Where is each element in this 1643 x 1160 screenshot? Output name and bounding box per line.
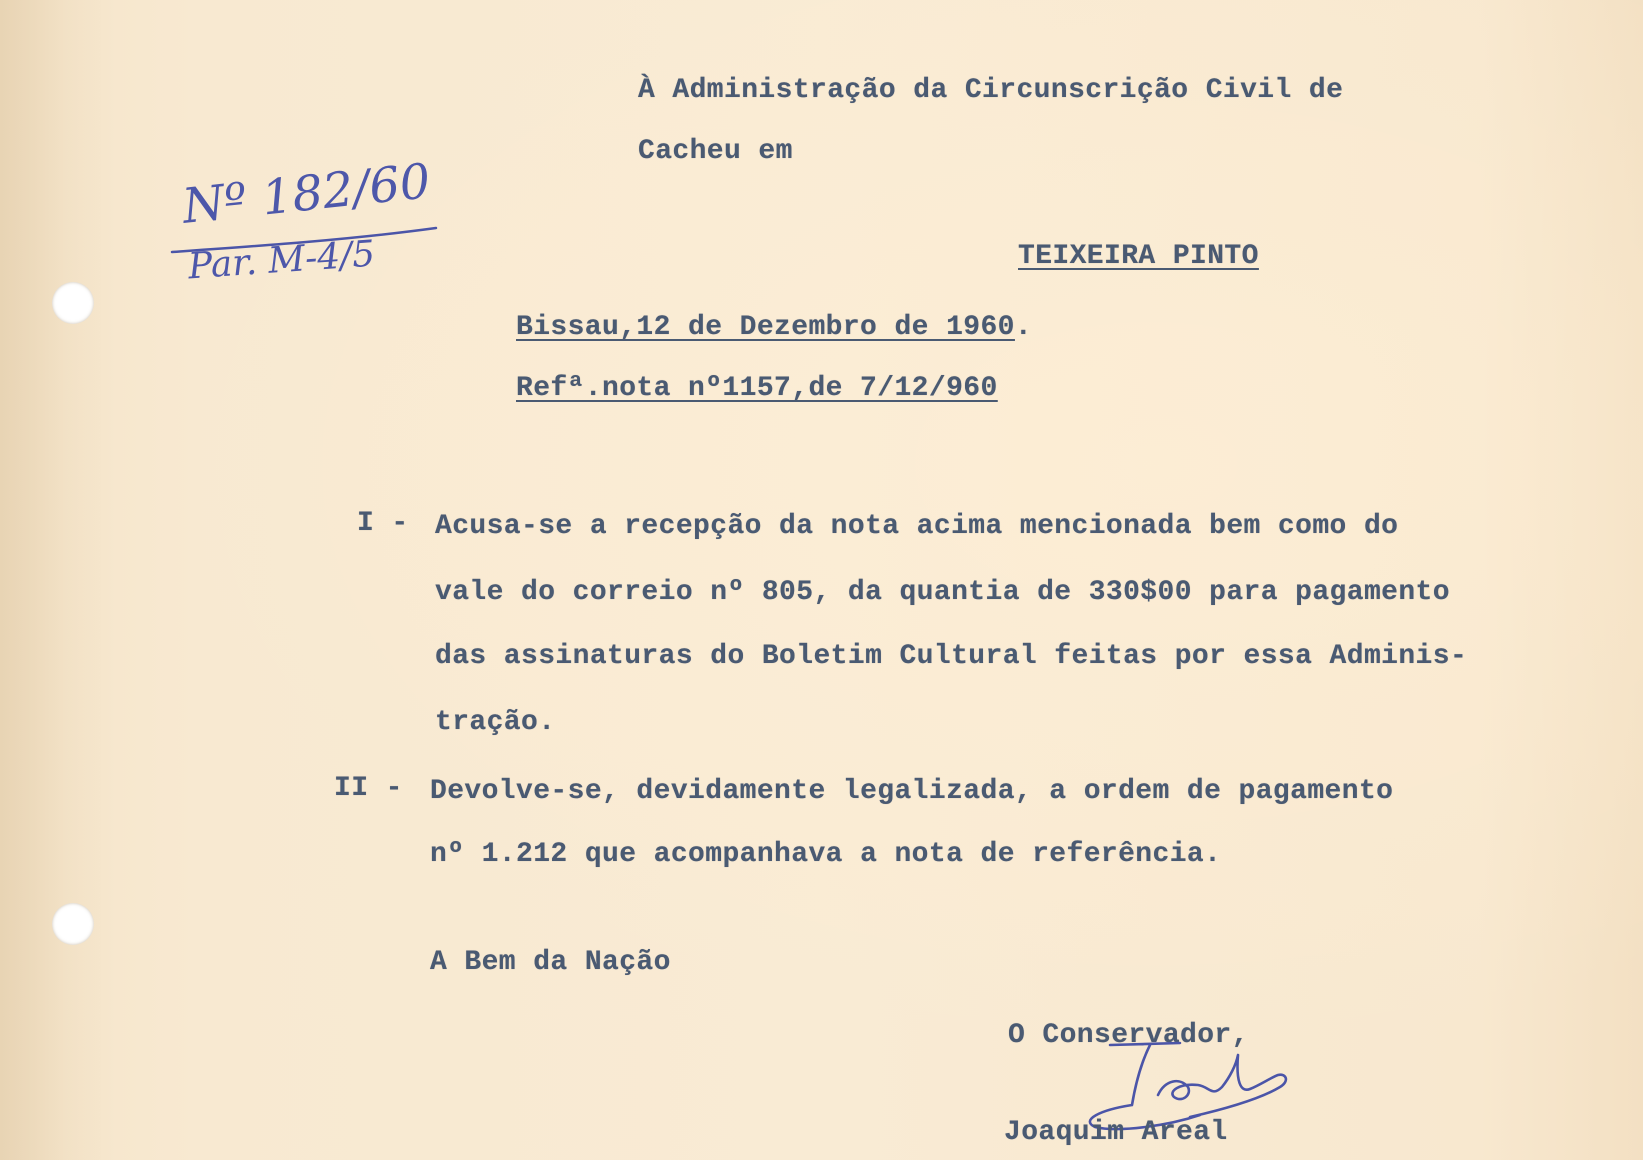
handwritten-annotation — [168, 153, 448, 310]
paragraph-2-line-1: Devolve-se, devidamente legalizada, a ordem de pagamento — [430, 776, 1394, 807]
closing-salutation: A Bem da Nação — [430, 947, 671, 978]
place-name: TEIXEIRA PINTO — [1018, 241, 1259, 272]
paragraph-1-line-1: Acusa-se a recepção da nota acima mencionada bem como do — [435, 511, 1399, 542]
paragraph-1-numeral: I - — [357, 508, 409, 539]
addressee-line-2: Cacheu em — [638, 136, 793, 167]
date-period: . — [1014, 312, 1033, 343]
punch-hole-bottom — [52, 903, 94, 945]
addressee-line-1: À Administração da Circunscrição Civil de — [638, 75, 1344, 106]
handwritten-number: Nº 182/60 — [179, 153, 433, 235]
paragraph-1-line-3: das assinaturas do Boletim Cultural feitas por essa Adminis- — [435, 641, 1468, 672]
paragraph-1-line-4: tração. — [435, 707, 556, 738]
date-line — [516, 311, 1032, 345]
paragraph-2-line-2: nº 1.212 que acompanhava a nota de referência. — [430, 839, 1222, 870]
punch-hole-top — [52, 282, 94, 324]
reference-line: Refª.nota nº1157,de 7/12/960 — [516, 373, 998, 404]
signatory-name: Joaquim Areal — [1004, 1117, 1228, 1148]
date-text: Bissau,12 de Dezembro de 1960 — [516, 312, 1015, 343]
handwritten-filing-reference: Par. M-4/5 — [186, 233, 377, 288]
paragraph-2-numeral: II - — [334, 773, 403, 804]
paragraph-1-line-2: vale do correio nº 805, da quantia de 330$00 para pagamento — [435, 577, 1450, 608]
signatory-title: O Conservador, — [1008, 1020, 1249, 1051]
